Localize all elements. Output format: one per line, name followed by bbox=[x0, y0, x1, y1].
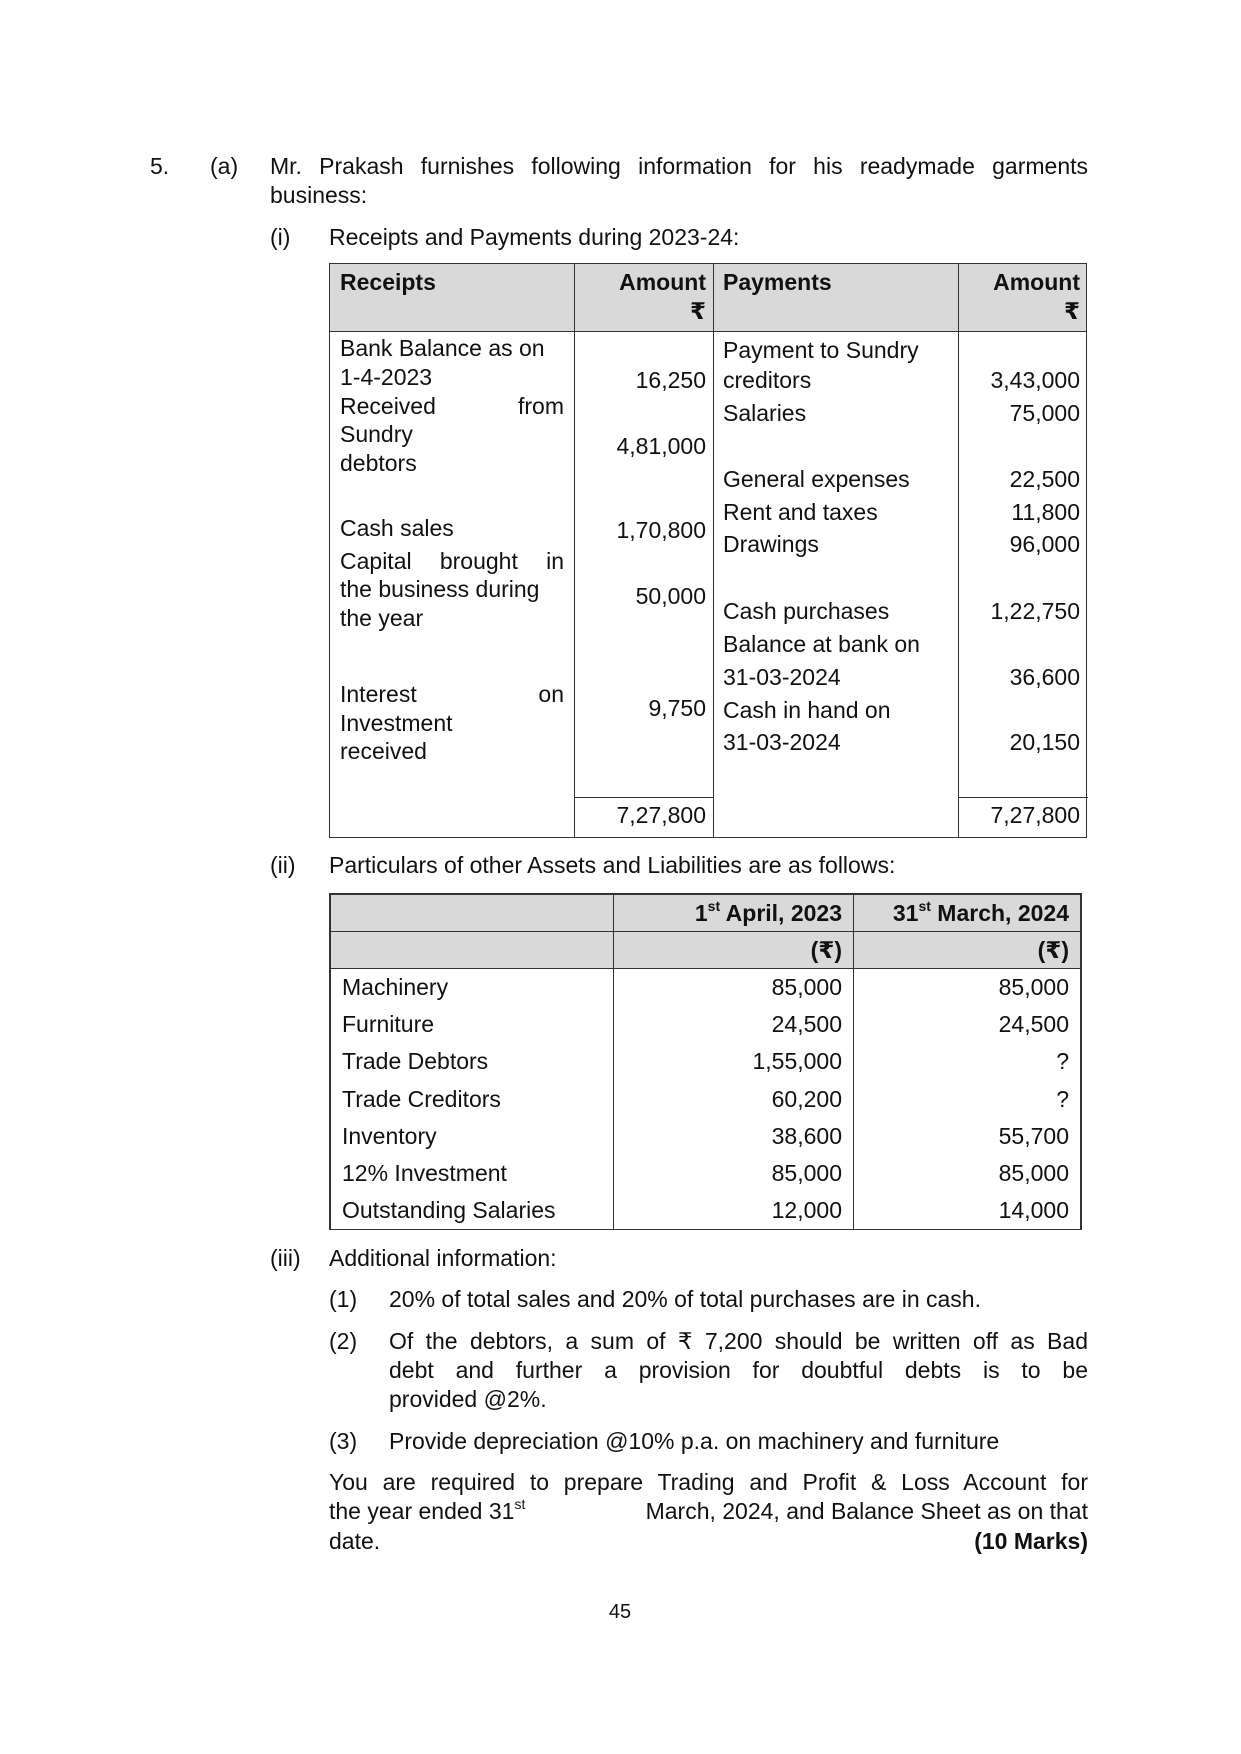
payment-amount: 1,22,750 bbox=[990, 598, 1080, 624]
requirement-line-1: You are required to prepare Trading and Profit & Loss Account for bbox=[329, 1469, 1088, 1495]
requirement-line-3: date. bbox=[329, 1528, 381, 1554]
item-number: (1) bbox=[329, 1286, 358, 1312]
page-number: 45 bbox=[608, 1601, 632, 1623]
payment-label: General expenses bbox=[723, 466, 910, 492]
receipt-label: Received from bbox=[340, 393, 564, 419]
value-2024: 24,500 bbox=[854, 1006, 1081, 1043]
item-label: 12% Investment bbox=[331, 1155, 614, 1192]
col-2023-header: 1st April, 2023 bbox=[614, 895, 854, 932]
value-2024: 85,000 bbox=[854, 969, 1081, 1007]
intro-line-1: Mr. Prakash furnishes following information for his readymade garments bbox=[270, 153, 1088, 179]
table-row bbox=[331, 1081, 1081, 1118]
receipt-label: the year bbox=[340, 605, 424, 631]
table-row bbox=[331, 1006, 1081, 1043]
receipt-amount: 16,250 bbox=[635, 367, 706, 393]
receipt-label: Investment bbox=[340, 710, 453, 736]
question-part: (a) bbox=[210, 153, 239, 179]
receipt-amount: 50,000 bbox=[635, 583, 706, 609]
item-text: provided @2%. bbox=[389, 1386, 547, 1412]
receipt-amount: 4,81,000 bbox=[616, 433, 706, 459]
value-2024: 14,000 bbox=[854, 1192, 1081, 1229]
item-text: Provide depreciation @10% p.a. on machinery and furniture bbox=[389, 1428, 1000, 1454]
item-text: debt and further a provision for doubtful debts is to be bbox=[389, 1357, 1088, 1383]
table-row bbox=[331, 1118, 1081, 1155]
payment-label: Balance at bank on bbox=[723, 631, 920, 657]
payments-header: Payments bbox=[723, 269, 832, 295]
receipts-payments-table bbox=[329, 263, 1087, 838]
value-2023: 60,200 bbox=[614, 1081, 854, 1118]
value-2023: 38,600 bbox=[614, 1118, 854, 1155]
value-2023: 85,000 bbox=[614, 1155, 854, 1192]
rupee-icon: ₹ bbox=[1063, 298, 1080, 324]
item-text: 20% of total sales and 20% of total purchases are in cash. bbox=[389, 1286, 981, 1312]
table-row bbox=[331, 1155, 1081, 1192]
table-row bbox=[331, 969, 1081, 1007]
section-ii-title: Particulars of other Assets and Liabilities are as follows: bbox=[329, 852, 896, 878]
currency-label: (₹) bbox=[854, 932, 1081, 969]
payment-label: 31-03-2024 bbox=[723, 729, 841, 755]
receipt-label: Capital brought in bbox=[340, 548, 564, 574]
item-text: Of the debtors, a sum of ₹ 7,200 should be written off as Bad bbox=[389, 1328, 1088, 1354]
currency-label: (₹) bbox=[614, 932, 854, 969]
payment-amount: 3,43,000 bbox=[990, 367, 1080, 393]
item-label: Inventory bbox=[331, 1118, 614, 1155]
marks-label: (10 Marks) bbox=[974, 1528, 1088, 1554]
payment-amount: 36,600 bbox=[1009, 664, 1080, 690]
item-number: (2) bbox=[329, 1328, 358, 1354]
payment-amount: 11,800 bbox=[1011, 499, 1080, 525]
payment-label: Salaries bbox=[723, 400, 807, 426]
payments-amount-header: Amount bbox=[993, 269, 1080, 295]
value-2024: 85,000 bbox=[854, 1155, 1081, 1192]
value-2023: 1,55,000 bbox=[614, 1043, 854, 1080]
value-2023: 12,000 bbox=[614, 1192, 854, 1229]
col-2024-header: 31st March, 2024 bbox=[854, 895, 1081, 932]
value-2023: 85,000 bbox=[614, 969, 854, 1007]
section-iii-label: (iii) bbox=[270, 1245, 301, 1271]
payment-label: creditors bbox=[723, 367, 812, 393]
item-label: Outstanding Salaries bbox=[331, 1192, 614, 1229]
currency-row bbox=[331, 932, 1081, 969]
payment-label: Cash in hand on bbox=[723, 697, 891, 723]
value-2024: 55,700 bbox=[854, 1118, 1081, 1155]
rupee-icon: ₹ bbox=[689, 298, 706, 324]
receipts-amount-header: Amount bbox=[619, 269, 706, 295]
receipt-label: the business during bbox=[340, 576, 540, 602]
receipt-label: Interest on bbox=[340, 681, 564, 707]
payment-label: Rent and taxes bbox=[723, 499, 878, 525]
value-2024: ? bbox=[854, 1081, 1081, 1118]
item-label: Machinery bbox=[331, 969, 614, 1007]
intro-line-2: business: bbox=[270, 182, 368, 208]
question-number: 5. bbox=[150, 153, 170, 179]
payment-label: Drawings bbox=[723, 531, 819, 557]
receipts-header: Receipts bbox=[340, 269, 436, 295]
table-row bbox=[331, 1192, 1081, 1229]
receipt-label: Sundry bbox=[340, 421, 413, 447]
section-i-label: (i) bbox=[270, 224, 291, 250]
section-ii-label: (ii) bbox=[270, 852, 296, 878]
payment-amount: 22,500 bbox=[1009, 466, 1080, 492]
payment-label: Payment to Sundry bbox=[723, 337, 919, 363]
item-label: Trade Debtors bbox=[331, 1043, 614, 1080]
item-label: Trade Creditors bbox=[331, 1081, 614, 1118]
receipt-label: received bbox=[340, 738, 427, 764]
section-iii-title: Additional information: bbox=[329, 1245, 557, 1271]
payment-amount: 75,000 bbox=[1009, 400, 1080, 426]
payment-label: 31-03-2024 bbox=[723, 664, 841, 690]
receipt-label: 1-4-2023 bbox=[340, 364, 433, 390]
total-receipts: 7,27,800 bbox=[616, 802, 706, 828]
payment-amount: 20,150 bbox=[1009, 729, 1080, 755]
value-2024: ? bbox=[854, 1043, 1081, 1080]
receipt-amount: 9,750 bbox=[648, 695, 706, 721]
table-header-row bbox=[331, 895, 1081, 932]
assets-liabilities-table bbox=[329, 893, 1082, 1230]
receipt-label: debtors bbox=[340, 450, 417, 476]
total-payments: 7,27,800 bbox=[990, 802, 1080, 828]
receipt-label: Cash sales bbox=[340, 515, 454, 541]
payment-amount: 96,000 bbox=[1009, 531, 1080, 557]
section-i-title: Receipts and Payments during 2023-24: bbox=[329, 224, 740, 250]
requirement-line-2: the year ended 31st March, 2024, and Balance Sheet as on that bbox=[329, 1496, 1088, 1524]
value-2023: 24,500 bbox=[614, 1006, 854, 1043]
item-label: Furniture bbox=[331, 1006, 614, 1043]
payment-label: Cash purchases bbox=[723, 598, 890, 624]
item-number: (3) bbox=[329, 1428, 358, 1454]
receipt-amount: 1,70,800 bbox=[616, 517, 706, 543]
table-row bbox=[331, 1043, 1081, 1080]
receipt-label: Bank Balance as on bbox=[340, 335, 545, 361]
